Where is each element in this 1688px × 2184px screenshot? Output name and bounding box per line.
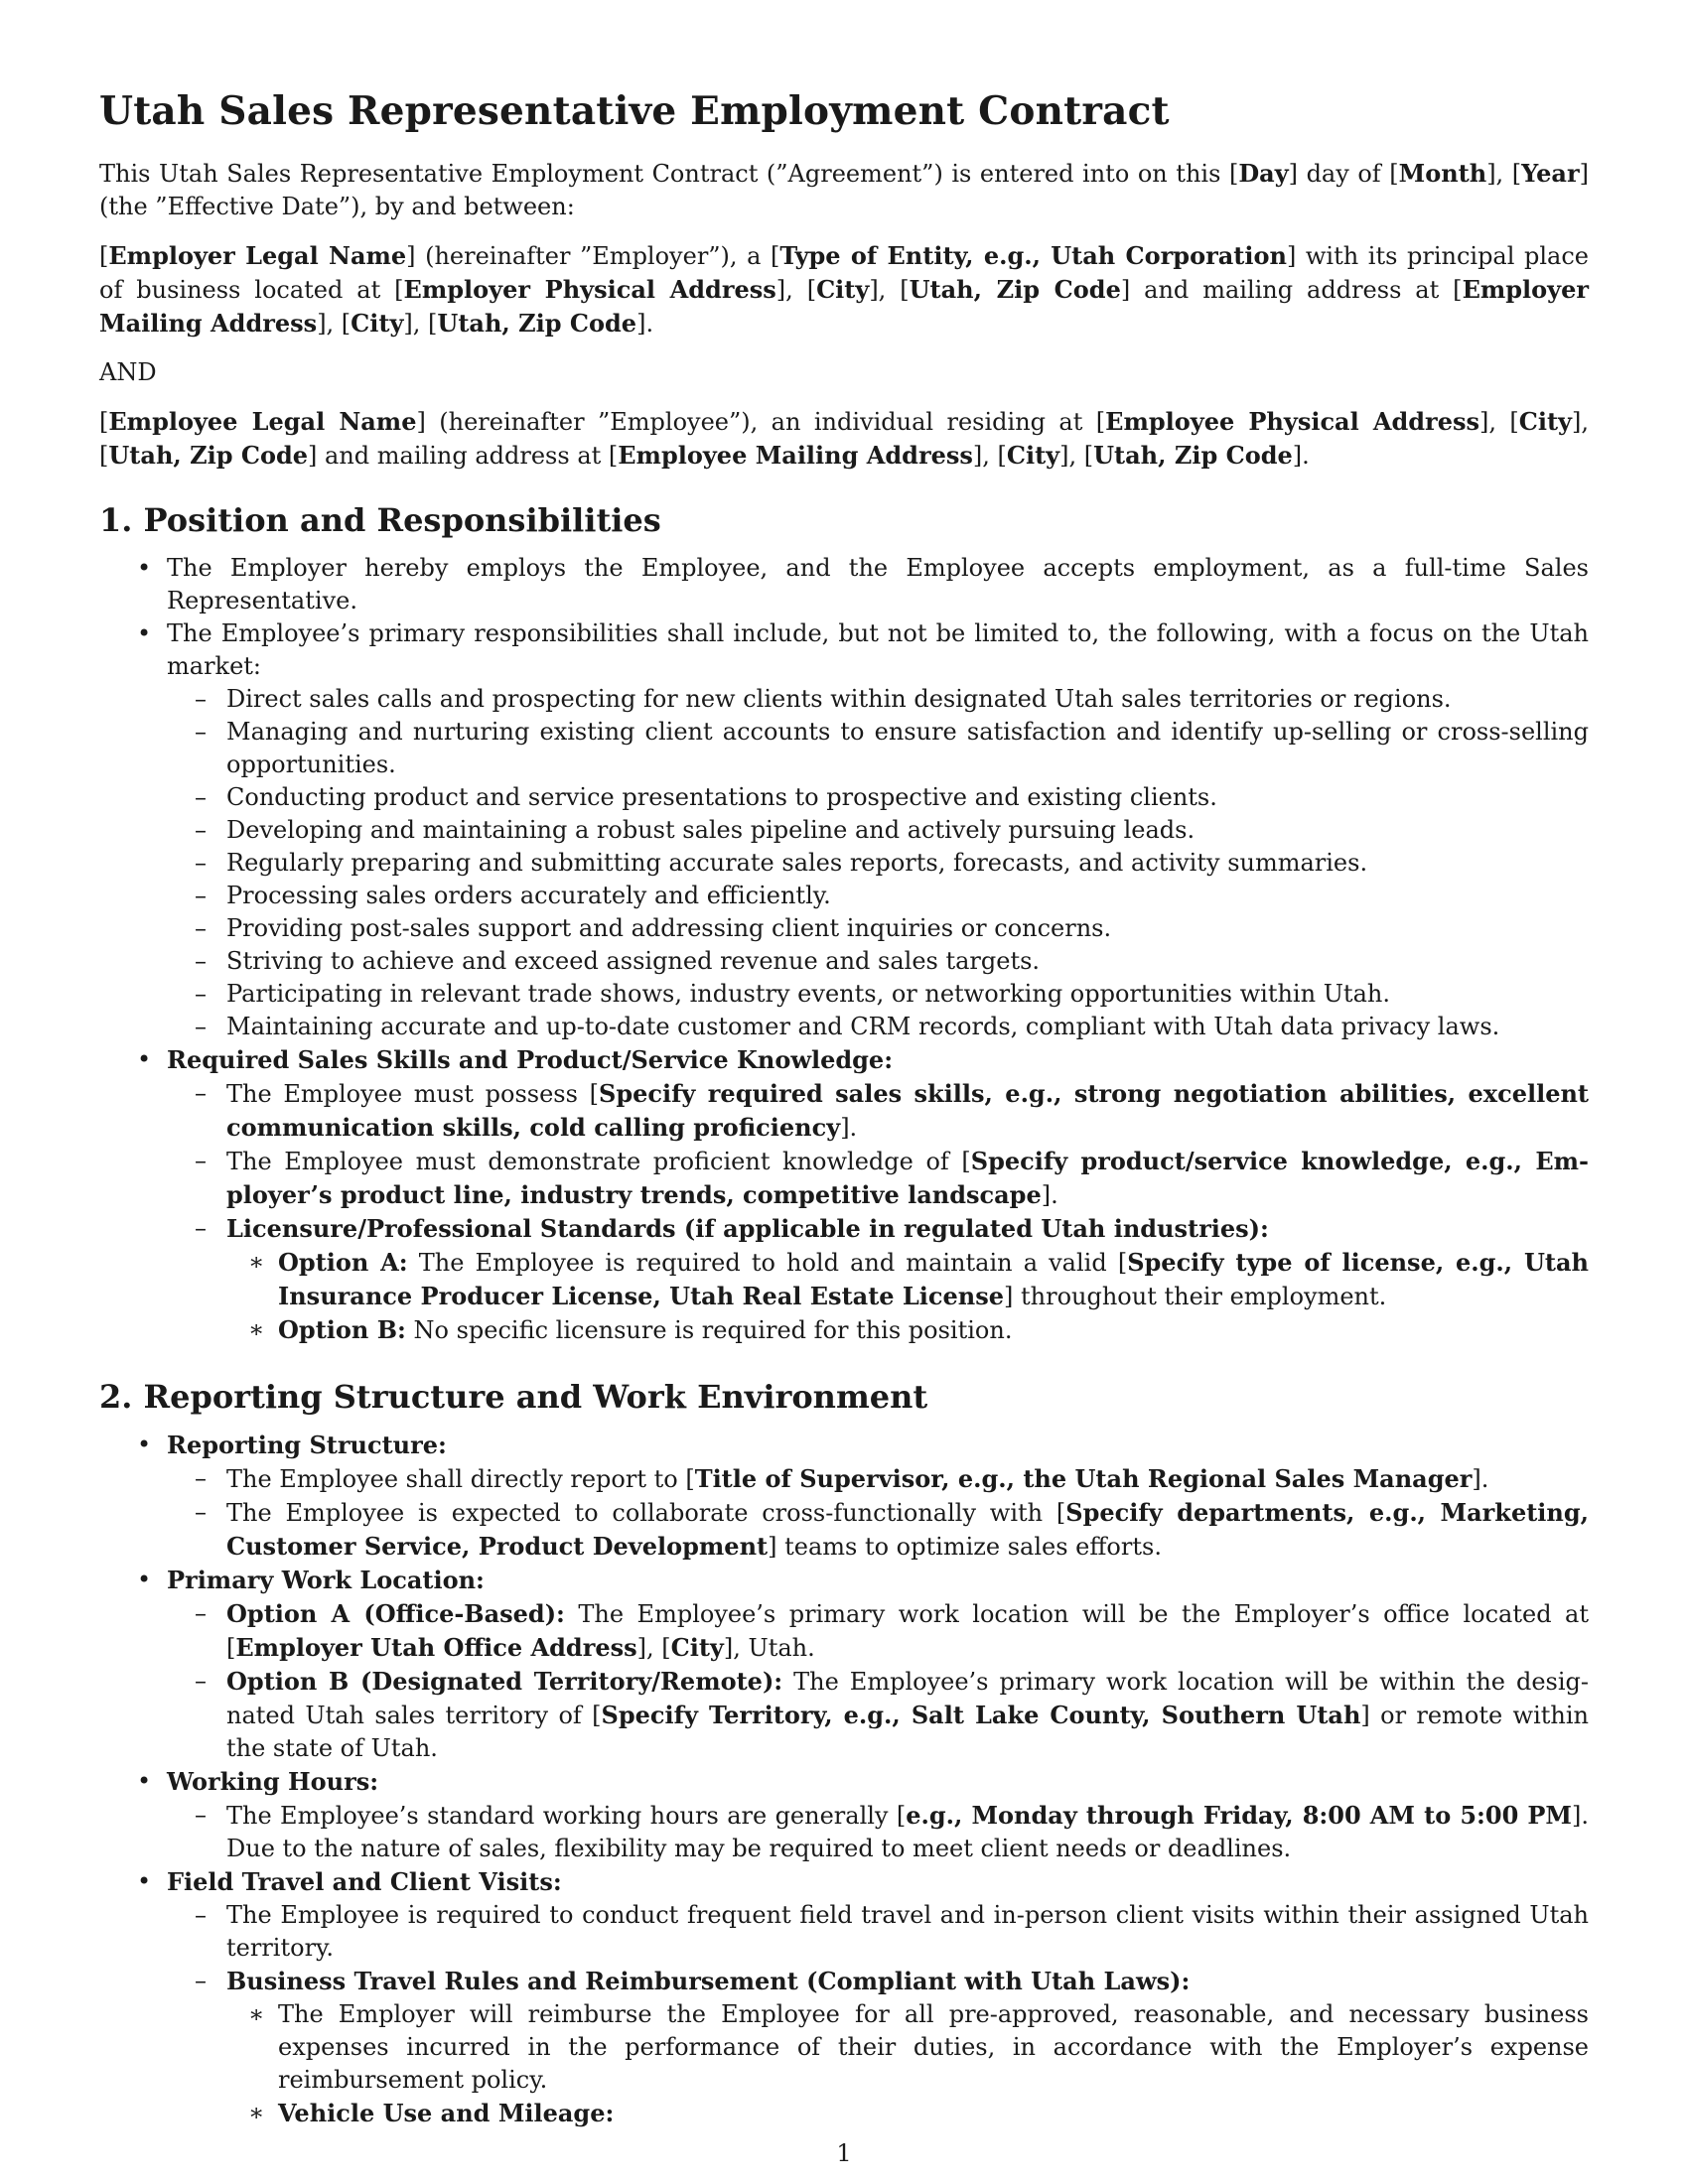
text: ], [ [972, 442, 1007, 470]
list-item [99, 1865, 1589, 2130]
list-item [167, 1665, 1589, 1765]
skills-heading: Required Sales Skills and Product/Service Knowledge: [167, 1045, 894, 1074]
list-item [167, 1597, 1589, 1665]
text: ] (hereinafter ”Employee”), an individual residing at [ [416, 408, 1106, 436]
text: ]. [636, 310, 654, 338]
list-item [99, 1043, 1589, 1347]
intro-text: ] day of [ [1288, 160, 1399, 188]
text: ] or remote within the state of Utah. [226, 1702, 1589, 1762]
text: ] and mailing address at [ [1120, 276, 1463, 304]
travel-rules-heading: Business Travel Rules and Reimbursement (Compliant with Utah Laws): [226, 1967, 1191, 1995]
duty-item: – Regularly preparing and submitting accurate sales reports, forecasts, and activity summaries. [167, 847, 1589, 880]
city-placeholder: City [351, 309, 404, 338]
duty-item: – Conducting product and service presentations to prospective and existing clients. [167, 781, 1589, 814]
option-item [226, 1246, 1589, 1313]
list-item: ∗ The Employer will reimburse the Employee for all pre-approved, reasonable, and necessary business expenses incurred in the performance of their duties, in accordance with the Employer’s expense reimbursement policy. [226, 1998, 1589, 2097]
text: The Employee’s primary work location will be the Employer’s office located at [ [226, 1600, 1589, 1662]
skill-item [167, 1212, 1589, 1347]
text: ] teams to optimize sales efforts. [768, 1533, 1162, 1561]
month-placeholder: Month [1398, 159, 1487, 188]
duty-item: – Maintaining accurate and up-to-date customer and CRM records, compliant with Utah data privacy laws. [167, 1011, 1589, 1043]
travel-list [167, 1899, 1589, 2130]
text: ]. Due to the nature of sales, flexibility may be required to meet client needs or deadlines. [226, 1802, 1590, 1862]
license-type-placeholder: Specify type of license, e.g., Utah Insurance Producer License, Utah Real Estate License [278, 1248, 1589, 1310]
list-item [167, 1496, 1589, 1564]
entity-type-placeholder: Type of Entity, e.g., Utah Corporation [779, 241, 1287, 270]
and-separator: AND [99, 358, 157, 386]
reporting-list [167, 1462, 1589, 1564]
contract-page [99, 87, 1589, 2130]
employer-paragraph [99, 239, 1589, 341]
section-2-heading: 2. Reporting Structure and Work Environment [99, 1378, 928, 1416]
text: ] with its principal place of business located at [ [99, 242, 1589, 304]
city-placeholder: City [670, 1633, 724, 1662]
text: ]. [1472, 1465, 1489, 1493]
sales-skills-placeholder: Specify required sales skills, e.g., strong negotiation abilities, excellent communication skills, cold calling proficiency [226, 1079, 1590, 1142]
duty-item: – Developing and maintaining a robust sales pipeline and actively pursuing leads. [167, 814, 1589, 847]
list-item [99, 1429, 1589, 1564]
employee-name-placeholder: Employee Legal Name [108, 407, 417, 436]
text: The Employee shall directly report to [ [226, 1465, 695, 1493]
option-item [226, 1313, 1589, 1347]
option-label: Option B: [278, 1315, 406, 1344]
duty-item: – Striving to achieve and exceed assigned revenue and sales targets. [167, 945, 1589, 978]
text: ]. [1292, 442, 1310, 470]
employee-physical-address-placeholder: Employee Physical Address [1105, 407, 1479, 436]
text: ], [ [403, 310, 438, 338]
text: ], [ [775, 276, 817, 304]
option-label: Option B (Designated Territory/Remote): [226, 1667, 783, 1696]
work-location-heading: Primary Work Location: [167, 1566, 485, 1594]
zip-placeholder: Utah, Zip Code [108, 441, 309, 470]
intro-text: ], [ [1486, 160, 1522, 188]
licensure-options [226, 1246, 1589, 1347]
option-label: Option A (Office-Based): [226, 1599, 565, 1628]
zip-placeholder: Utah, Zip Code [437, 309, 637, 338]
text: ], [ [99, 408, 1589, 470]
text: The Employee’s primary work location will be within the designated Utah sales territory of [ [226, 1668, 1589, 1729]
hours-placeholder: e.g., Monday through Friday, 8:00 AM to 5:00 PM [906, 1801, 1573, 1830]
text: ]. [1041, 1181, 1058, 1209]
text: No specific licensure is required for this position. [405, 1316, 1013, 1344]
departments-placeholder: Specify departments, e.g., Marketing, Customer Service, Product Development [226, 1498, 1589, 1561]
text: [ [99, 408, 109, 436]
travel-rules-list [226, 1998, 1589, 2130]
text: ], Utah. [723, 1634, 815, 1662]
list-item [167, 1799, 1589, 1865]
office-address-placeholder: Employer Utah Office Address [235, 1633, 637, 1662]
year-placeholder: Year [1521, 159, 1580, 188]
list-item [226, 2097, 1589, 2130]
licensure-heading: Licensure/Professional Standards (if applicable in regulated Utah industries): [226, 1214, 1269, 1243]
city-placeholder: City [1006, 441, 1060, 470]
text: ]. [840, 1114, 858, 1142]
vehicle-heading: Vehicle Use and Mileage: [278, 2099, 615, 2127]
section-2-list [99, 1429, 1589, 2130]
hours-list [167, 1799, 1589, 1865]
option-label: Option A: [278, 1248, 408, 1277]
supervisor-placeholder: Title of Supervisor, e.g., the Utah Regional Sales Manager [694, 1464, 1473, 1493]
text: The Employee must possess [ [226, 1080, 599, 1108]
location-list [167, 1597, 1589, 1765]
day-placeholder: Day [1238, 159, 1289, 188]
list-item [99, 617, 1589, 1043]
list-item [99, 1765, 1589, 1865]
document-title: Utah Sales Representative Employment Contract [99, 88, 1170, 134]
section-1-list [99, 552, 1589, 1347]
employer-physical-address-placeholder: Employer Physical Address [403, 275, 776, 304]
text: [ [99, 242, 109, 270]
text: ], [ [636, 1634, 671, 1662]
text: The Employee is expected to collaborate cross-functionally with [ [226, 1499, 1066, 1527]
intro-text: ] (the ”Effective Date”), by and between: [99, 160, 1589, 220]
text: ] throughout their employment. [1004, 1283, 1387, 1310]
zip-placeholder: Utah, Zip Code [1093, 441, 1293, 470]
employee-mailing-address-placeholder: Employee Mailing Address [618, 441, 973, 470]
city-placeholder: City [816, 275, 870, 304]
skills-list [167, 1077, 1589, 1347]
list-item: • The Employer hereby employs the Employee, and the Employee accepts employment, as a full-time Sales Representative. [99, 552, 1589, 617]
territory-placeholder: Specify Territory, e.g., Salt Lake County, Southern Utah [601, 1701, 1361, 1729]
page-number: 1 [836, 2139, 852, 2167]
text: The Employee is required to hold and maintain a valid [ [407, 1249, 1128, 1277]
duty-item: – Participating in relevant trade shows, industry events, or networking opportunities within Utah. [167, 978, 1589, 1011]
text: ] and mailing address at [ [308, 442, 619, 470]
list-item [167, 1462, 1589, 1496]
duty-item: – Managing and nurturing existing client accounts to ensure satisfaction and identify up-selling or cross-selling opportunities. [167, 716, 1589, 781]
text: ], [ [317, 310, 352, 338]
duties-list [167, 683, 1589, 1043]
text: ], [ [1478, 408, 1519, 436]
text: ], [ [1059, 442, 1094, 470]
employee-paragraph [99, 405, 1589, 473]
list-item [99, 1564, 1589, 1765]
intro-text: This Utah Sales Representative Employment Contract (”Agreement”) is entered into on this [ [99, 160, 1239, 188]
text: ] (hereinafter ”Employer”), a [ [406, 242, 780, 270]
field-travel-heading: Field Travel and Client Visits: [167, 1867, 562, 1896]
zip-placeholder: Utah, Zip Code [909, 275, 1121, 304]
employer-name-placeholder: Employer Legal Name [108, 241, 407, 270]
duty-item: – Direct sales calls and prospecting for new clients within designated Utah sales territories or regions. [167, 683, 1589, 716]
duty-item: – Providing post-sales support and addressing client inquiries or concerns. [167, 912, 1589, 945]
list-item [167, 1965, 1589, 2130]
skill-item [167, 1077, 1589, 1145]
reporting-heading: Reporting Structure: [167, 1431, 447, 1459]
working-hours-heading: Working Hours: [167, 1767, 379, 1796]
text: ], [ [869, 276, 910, 304]
product-knowledge-placeholder: Specify product/service knowledge, e.g., Employer’s product line, industry trends, competitive landscape [226, 1147, 1589, 1209]
text: The Employee’s standard working hours are generally [ [226, 1802, 907, 1830]
employer-mailing-address-placeholder: Employer Mailing Address [99, 275, 1590, 338]
intro-paragraph [99, 157, 1589, 223]
list-item-text: The Employee’s primary responsibilities shall include, but not be limited to, the following, with a focus on the Utah market: [167, 619, 1589, 680]
list-item: – The Employee is required to conduct frequent field travel and in-person client visits within their assigned Utah territory. [167, 1899, 1589, 1965]
text: The Employee must demonstrate proficient knowledge of [ [226, 1148, 971, 1175]
skill-item [167, 1145, 1589, 1212]
section-1-heading: 1. Position and Responsibilities [99, 501, 661, 539]
city-placeholder: City [1518, 407, 1572, 436]
duty-item: – Processing sales orders accurately and efficiently. [167, 880, 1589, 912]
